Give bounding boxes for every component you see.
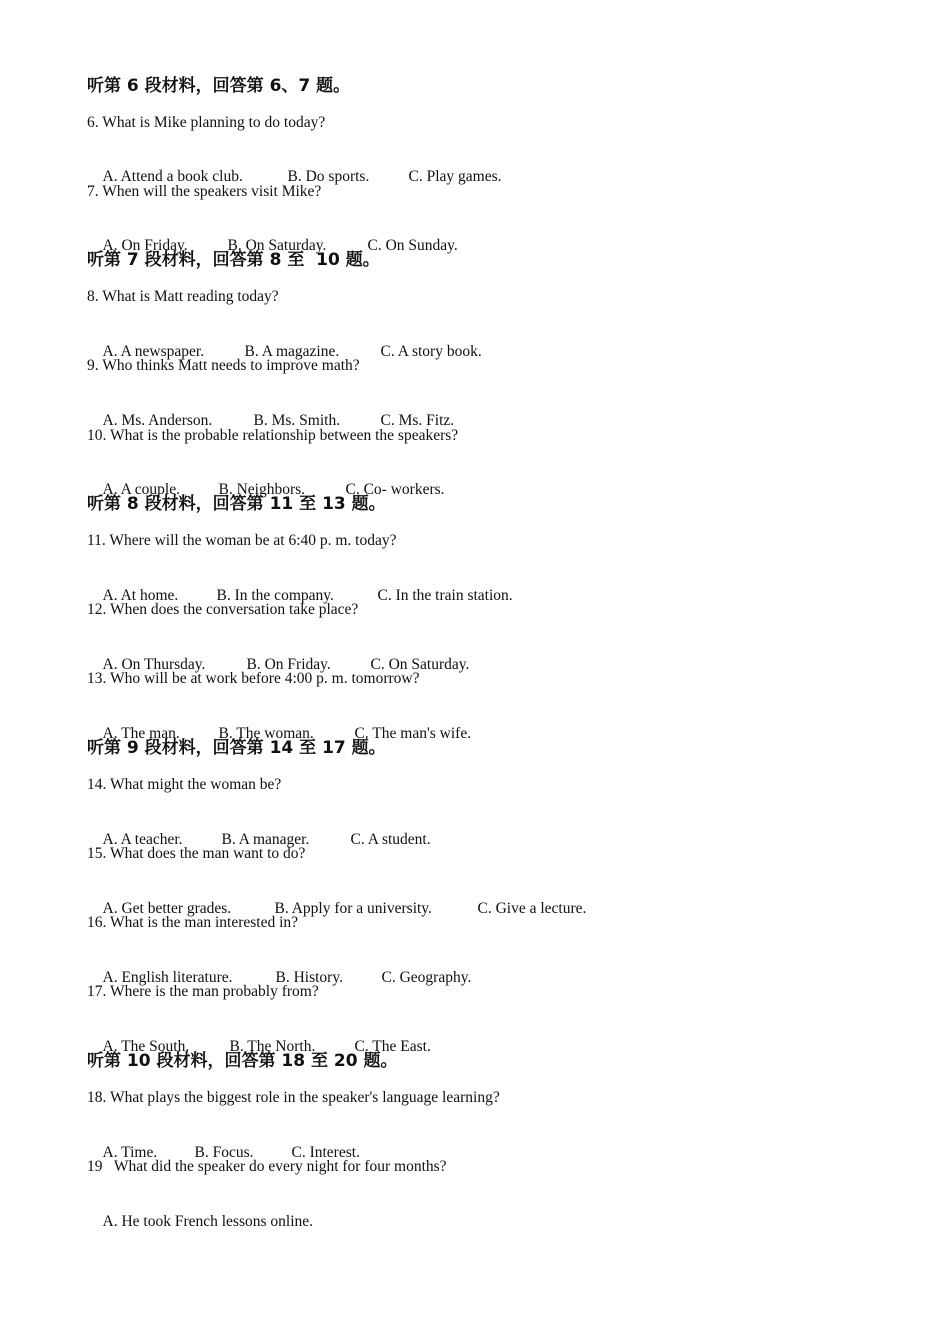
option-a: A. A newspaper. bbox=[102, 343, 205, 360]
option-c: C. In the train station. bbox=[377, 587, 513, 604]
option-b: B. In the company. bbox=[216, 587, 334, 604]
option-a: A. Ms. Anderson. bbox=[102, 412, 213, 429]
option-c: C. The East. bbox=[354, 1038, 431, 1055]
option-a: A. The South. bbox=[102, 1038, 190, 1055]
question-stem: 6. What is Mike planning to do today? bbox=[87, 114, 326, 131]
question-stem: 16. What is the man interested in? bbox=[87, 914, 299, 931]
question-stem: 15. What does the man want to do? bbox=[87, 845, 306, 862]
question-stem: 19 What did the speaker do every night for four months? bbox=[87, 1158, 447, 1175]
option-b: B. History. bbox=[275, 969, 343, 986]
option-b: B. A magazine. bbox=[244, 343, 340, 360]
option-c: C. A student. bbox=[350, 831, 431, 848]
option-c: C. A story book. bbox=[380, 343, 482, 360]
option-a: A. He took French lessons online. bbox=[102, 1213, 314, 1230]
option-b: B. Do sports. bbox=[287, 168, 370, 185]
option-b: B. On Friday. bbox=[246, 656, 331, 673]
option-c: C. Give a lecture. bbox=[477, 900, 587, 917]
question-stem: 18. What plays the biggest role in the speaker's language learning? bbox=[87, 1089, 500, 1106]
option-a: A. English literature. bbox=[102, 969, 233, 986]
option-a: A. The man. bbox=[102, 725, 180, 742]
answer-options bbox=[87, 1192, 313, 1252]
option-a: A. A couple. bbox=[102, 481, 180, 498]
option-c: C. Ms. Fitz. bbox=[380, 412, 455, 429]
section-heading: 听第 10 段材料，回答第 18 至 20 题。 bbox=[87, 1051, 398, 1071]
option-b: B. Ms. Smith. bbox=[253, 412, 341, 429]
section-heading: 听第 9 段材料，回答第 14 至 17 题。 bbox=[87, 738, 386, 758]
option-b: B. Neighbors. bbox=[218, 481, 306, 498]
option-c: C. Play games. bbox=[408, 168, 502, 185]
option-a: A. On Friday. bbox=[102, 237, 188, 254]
option-a: A. Time. bbox=[102, 1144, 158, 1161]
question-stem: 11. Where will the woman be at 6:40 p. m. today? bbox=[87, 532, 397, 549]
question-stem: 13. Who will be at work before 4:00 p. m. tomorrow? bbox=[87, 670, 420, 687]
option-c: C. The man's wife. bbox=[354, 725, 472, 742]
question-stem: 10. What is the probable relationship between the speakers? bbox=[87, 427, 459, 444]
section-heading: 听第 7 段材料，回答第 8 至 10 题。 bbox=[87, 250, 380, 270]
question-stem: 7. When will the speakers visit Mike? bbox=[87, 183, 322, 200]
option-a: A. On Thursday. bbox=[102, 656, 206, 673]
option-c: C. Co- workers. bbox=[345, 481, 445, 498]
option-a: A. At home. bbox=[102, 587, 179, 604]
option-b: B. The North. bbox=[229, 1038, 316, 1055]
option-b: B. Apply for a university. bbox=[274, 900, 432, 917]
option-a: A. Get better grades. bbox=[102, 900, 232, 917]
option-a: A. A teacher. bbox=[102, 831, 183, 848]
question-stem: 17. Where is the man probably from? bbox=[87, 983, 319, 1000]
option-b: B. Focus. bbox=[194, 1144, 254, 1161]
option-b: B. On Saturday. bbox=[227, 237, 327, 254]
option-b: B. A manager. bbox=[221, 831, 310, 848]
question-stem: 9. Who thinks Matt needs to improve math? bbox=[87, 357, 360, 374]
option-b: B. The woman. bbox=[218, 725, 314, 742]
section-heading: 听第 8 段材料，回答第 11 至 13 题。 bbox=[87, 494, 386, 514]
option-c: C. Geography. bbox=[381, 969, 472, 986]
section-heading: 听第 6 段材料，回答第 6、7 题。 bbox=[87, 76, 351, 96]
option-c: C. On Saturday. bbox=[370, 656, 470, 673]
option-c: C. Interest. bbox=[291, 1144, 360, 1161]
option-c: C. On Sunday. bbox=[367, 237, 458, 254]
question-stem: 14. What might the woman be? bbox=[87, 776, 282, 793]
question-stem: 12. When does the conversation take place? bbox=[87, 601, 359, 618]
question-stem: 8. What is Matt reading today? bbox=[87, 288, 279, 305]
option-a: A. Attend a book club. bbox=[102, 168, 243, 185]
